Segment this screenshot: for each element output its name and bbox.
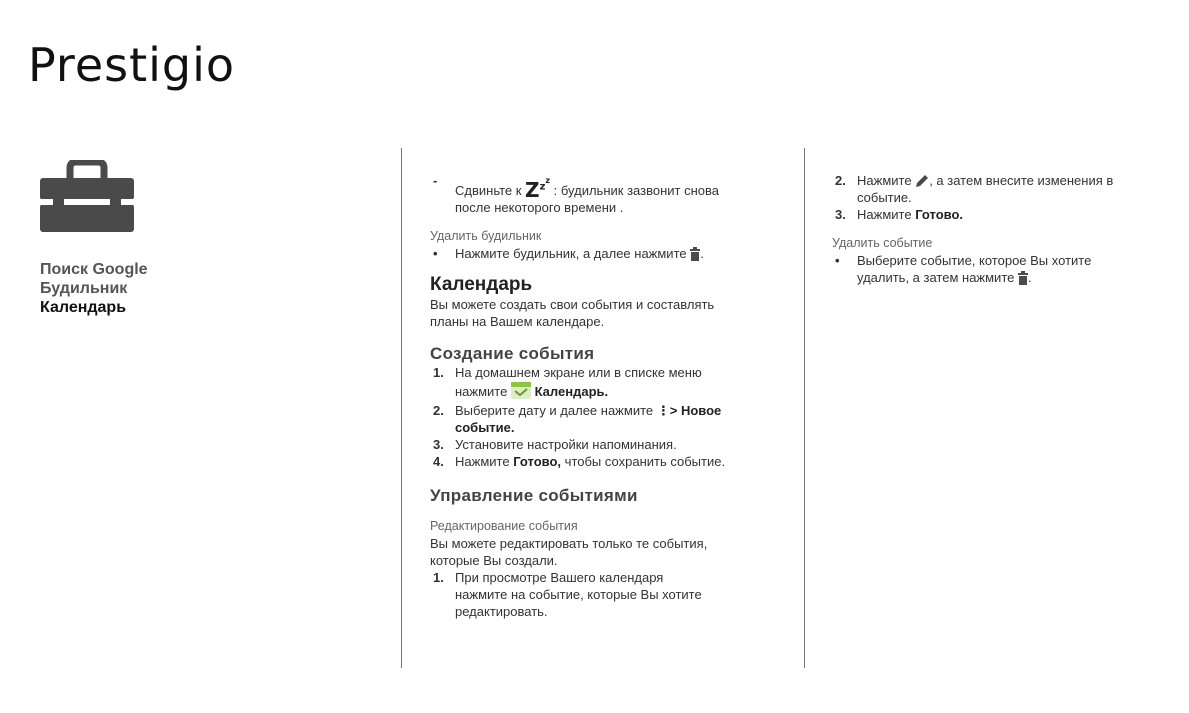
edit-step2-pre: Нажмите: [857, 173, 912, 188]
edit-step-1: [430, 569, 790, 620]
period: .: [1027, 270, 1032, 285]
column-divider-right: [804, 148, 805, 668]
edit-event-heading: Редактирование события: [430, 519, 578, 533]
edit-step-2: [832, 172, 1172, 206]
manage-events-heading: Управление событиями: [430, 486, 638, 505]
bullet-marker: •: [835, 253, 840, 268]
snooze-icon: $Z^{zz}$: [525, 176, 551, 202]
step1-text-b: нажмите: [455, 384, 508, 399]
dash-marker-text: -: [433, 173, 438, 188]
sidebar-nav: [40, 260, 148, 317]
snooze-item: [430, 172, 790, 216]
step4-text-pre: Нажмите: [455, 454, 510, 469]
prestigio-logo: Prestigio: [28, 38, 236, 92]
column-middle: [430, 172, 790, 620]
delete-alarm-text: Нажмите будильник, а далее нажмите: [455, 246, 687, 261]
step2-bold1: > Новое: [669, 403, 722, 418]
pencil-icon: [915, 174, 929, 188]
step-number: 1.: [433, 365, 444, 380]
step4-text-post: чтобы сохранить событие.: [564, 454, 726, 469]
delete-event-b: удалить, а затем нажмите: [857, 270, 1015, 285]
step1-text-a: На домашнем экране или в списке меню: [455, 365, 702, 380]
edit-intro-line1: Вы можете редактировать только те события,: [430, 536, 708, 551]
toolbox-icon: [40, 160, 134, 232]
step2-text-a: Выберите дату и далее нажмите: [455, 403, 654, 418]
step3-text: Установите настройки напоминания.: [455, 437, 677, 452]
calendar-intro-line1: Вы можете создать свои события и составлять: [430, 297, 715, 312]
step2-bold2: событие.: [455, 420, 515, 435]
calendar-intro-line2: планы на Вашем календаре.: [430, 314, 605, 329]
step4-bold: Готово,: [513, 454, 562, 469]
edit-step3-bold: Готово.: [915, 207, 964, 222]
delete-event-a: Выберите событие, которое Вы хотите: [857, 253, 1092, 268]
edit-step-3: [832, 206, 1172, 223]
edit-step3-pre: Нажмите: [857, 207, 912, 222]
snooze-text-post: : будильник зазвонит снова: [553, 183, 719, 198]
delete-alarm-item: [430, 245, 790, 262]
delete-event-item: [832, 252, 1172, 286]
sidebar-item-alarm[interactable]: Будильник: [40, 280, 128, 297]
step-number: 4.: [433, 454, 444, 469]
create-step-2: [430, 402, 790, 436]
period: .: [700, 246, 704, 261]
snooze-text-line2: после некоторого времени .: [455, 200, 624, 215]
trash-icon: [690, 247, 700, 261]
edit-step2-post: , а затем внесите изменения в: [929, 173, 1114, 188]
edit-step1-b: нажмите на событие, которые Вы хотите: [455, 587, 702, 602]
step1-bold: Календарь.: [534, 384, 609, 399]
edit-step1-a: При просмотре Вашего календаря: [455, 570, 664, 585]
edit-intro-line2: которые Вы создали.: [430, 553, 558, 568]
snooze-text-pre: Сдвиньте к: [455, 183, 522, 198]
create-step-1: [430, 364, 790, 400]
step-number: 3.: [835, 207, 846, 222]
create-step-3: [430, 436, 790, 453]
trash-icon: [1018, 271, 1028, 285]
sidebar-item-google-search[interactable]: Поиск Google: [40, 261, 148, 278]
column-right: [832, 172, 1172, 286]
step-number: 2.: [835, 173, 846, 188]
delete-alarm-heading: Удалить будильник: [430, 229, 542, 243]
step-number: 2.: [433, 403, 444, 418]
edit-step2-line2: событие.: [857, 190, 912, 205]
column-divider-left: [401, 148, 402, 668]
create-step-4: [430, 453, 790, 470]
step-number: 3.: [433, 437, 444, 452]
menu-icon: ⋮: [656, 403, 670, 418]
edit-step1-c: редактировать.: [455, 604, 548, 619]
bullet-marker: •: [433, 246, 438, 261]
calendar-app-icon: [511, 381, 531, 399]
delete-event-heading: Удалить событие: [832, 236, 933, 250]
calendar-heading: Календарь: [430, 274, 533, 295]
sidebar-item-calendar[interactable]: Календарь: [40, 299, 127, 316]
step-number: 1.: [433, 570, 444, 585]
create-event-heading: Создание события: [430, 344, 595, 363]
